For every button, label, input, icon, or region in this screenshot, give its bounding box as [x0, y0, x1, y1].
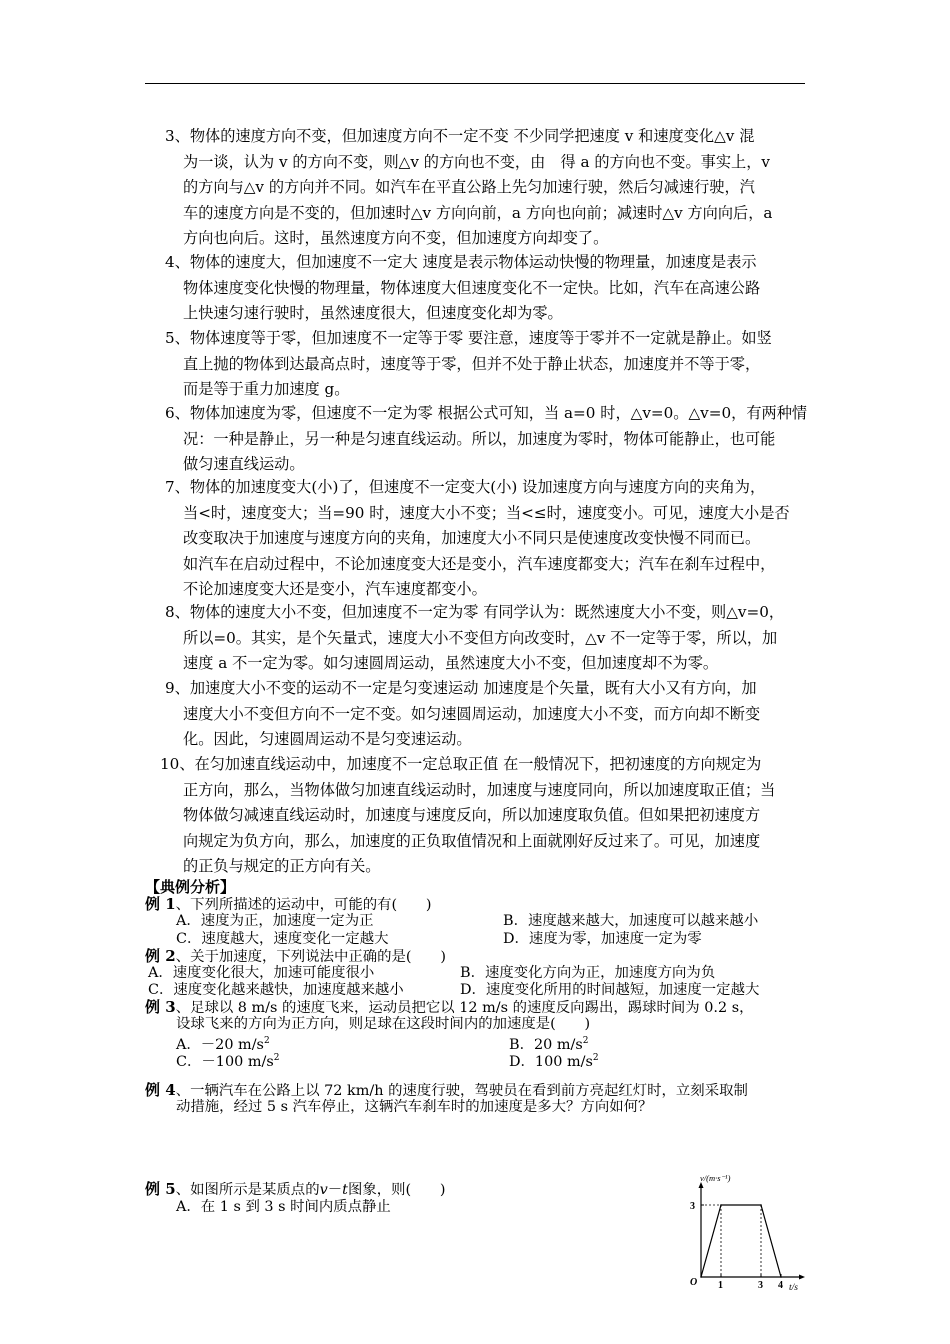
x-axis-arrow	[799, 1275, 805, 1280]
header-rule	[145, 83, 805, 84]
example-3-stem-line2: 设球飞来的方向为正方向，则足球在这段时间内的加速度是( )	[176, 1016, 591, 1032]
example-3-option-a: A．－20 $m/s^2$	[176, 1036, 270, 1053]
x-axis-label: t/s	[789, 1283, 798, 1293]
example-1-option-a: A．速度为正，加速度一定为正	[176, 913, 374, 929]
example-4-label: 例 4	[145, 1081, 176, 1099]
paragraph-4: 4、物体的速度大，但加速度不一定大 速度是表示物体运动快慢的物理量，加速度是表示 物体速度变化快慢的物理量，物体速度大但速度变化不一定快。比如，汽车在高速公路 上快速匀速行驶时，虽然速度很大，但速度变化却为零。	[165, 253, 761, 323]
example-2-stem: 例 2、关于加速度，下列说法中正确的是( )	[145, 947, 446, 965]
y-tick-label: 3	[690, 1201, 695, 1212]
paragraph-5: 5、物体速度等于零，但加速度不一定等于零 要注意，速度等于零并不一定就是静止。如竖 直上抛的物体到达最高点时，速度等于零，但并不处于静止状态，加速度并不等于零， 而是等于重力加速度 g。	[165, 329, 772, 399]
paragraph-6: 6、物体加速度为零，但速度不一定为零 根据公式可知，当 a=0 时，△v=0。△v=0，有两种情 况：一种是静止，另一种是匀速直线运动。所以，加速度为零时，物体可能静止，也可能 做匀速直线运动。	[165, 404, 808, 474]
y-axis-label: v/(m·s⁻¹)	[700, 1173, 731, 1183]
example-2-label: 例 2	[145, 947, 176, 965]
origin-label: O	[690, 1277, 698, 1288]
example-3-option-b: B．20 $m/s^2$	[509, 1036, 589, 1053]
example-1-stem: 例 1、下列所描述的运动中，可能的有( )	[145, 895, 432, 913]
example-2-option-a: A．速度变化很大，加速可能度很小	[148, 965, 375, 981]
example-1-option-d: D．速度为零，加速度一定为零	[503, 931, 702, 947]
example-2-option-b: B．速度变化方向为正，加速度方向为负	[460, 965, 716, 981]
example-2-option-d: D．速度变化所用的时间越短，加速度一定越大	[460, 982, 760, 998]
series-line	[701, 1205, 781, 1277]
example-4-stem-line2: 动措施，经过 5 s 汽车停止，这辆汽车刹车时的加速度是多大？方向如何？	[176, 1099, 653, 1115]
example-1-label: 例 1	[145, 895, 176, 913]
example-5-option-a: A．在 1 s 到 3 s 时间内质点静止	[176, 1199, 391, 1215]
paragraph-10: 10、在匀加速直线运动中，加速度不一定总取正值 在一般情况下，把初速度的方向规定为 正方向，那么，当物体做匀加速直线运动时，加速度与速度同向，所以加速度取正值；当 物体做匀减速直线运动时，加速度与速度反向，所以加速度取负值。但如果把初速度方 向规定为负方向，那么，加速度的正负取值情况和上面就刚好反过来了。可见，加速度 的正负与规定的正方向有关。	[160, 755, 776, 876]
data-point	[700, 1276, 702, 1278]
vt-graph	[686, 1173, 806, 1293]
example-3-option-d: D．100 $m/s^2$	[509, 1053, 599, 1070]
example-3-option-c: C．－100 $m/s^2$	[176, 1053, 280, 1070]
x-tick-label: 4	[778, 1280, 783, 1291]
example-5-stem: 例 5、如图所示是某质点的v－t图象，则( )	[145, 1180, 446, 1198]
paragraph-8: 8、物体的速度大小不变，但加速度不一定为零 有同学认为：既然速度大小不变，则△v=0， 所以=0。其实，是个矢量式，速度大小不变但方向改变时，△v 不一定等于零，所以，加 速度 a 不一定为零。如匀速圆周运动，虽然速度大小不变，但加速度却不为零。	[165, 603, 785, 673]
paragraph-9: 9、加速度大小不变的运动不一定是匀变速运动 加速度是个矢量，既有大小又有方向，加 速度大小不变但方向不一定不变。如匀速圆周运动，加速度大小不变，而方向却不断变 化。因此，匀速圆周运动不是匀变速运动。	[165, 679, 761, 749]
example-4-stem: 例 4、一辆汽车在公路上以 72 km/h 的速度行驶，驾驶员在看到前方亮起红灯时，立刻采取制	[145, 1081, 748, 1099]
paragraph-7: 7、物体的加速度变大(小)了，但速度不一定变大(小) 设加速度方向与速度方向的夹角为， 当<时，速度变大；当=90 时，速度大小不变；当<≤时，速度变小。可见，速度大小是否 改变取决于加速度与速度方向的夹角，加速度大小不同只是使速度改变快慢不同而已。 如汽车在启动过程中，不论加速度变大还是变小，汽车速度都变大；汽车在刹车过程中， 不论加速度变大还是变小，汽车速度都变小。	[165, 478, 790, 599]
example-2-option-c: C．速度变化越来越快，加速度越来越小	[148, 982, 404, 998]
example-1-option-b: B．速度越来越大，加速度可以越来越小	[503, 913, 759, 929]
example-3-stem: 例 3、足球以 8 m/s 的速度飞来，运动员把它以 12 m/s 的速度反向踢出，踢球时间为 0.2 s，	[145, 998, 754, 1016]
paragraph-3: 3、物体的速度方向不变，但加速度方向不一定不变 不少同学把速度 v 和速度变化△v 混 为一谈，认为 v 的方向不变，则△v 的方向也不变，由 得 a 的方向也不变。事实上，v 的方向与△v 的方向并不同。如汽车在平直公路上先匀加速行驶，然后匀减速行驶，汽 车的速度方向是不变的，但加速时△v 方向向前，a 方向也向前；减速时△v 方向向后，a 方向也向后。这时，虽然速度方向不变，但加速度方向却变了。	[165, 127, 773, 248]
example-5-label: 例 5	[145, 1180, 176, 1198]
example-1-option-c: C．速度越大，速度变化一定越大	[176, 931, 389, 947]
section-title: 【典例分析】	[145, 878, 236, 896]
x-tick-label: 3	[758, 1280, 763, 1291]
example-3-label: 例 3	[145, 998, 176, 1016]
x-tick-label: 1	[718, 1280, 723, 1291]
